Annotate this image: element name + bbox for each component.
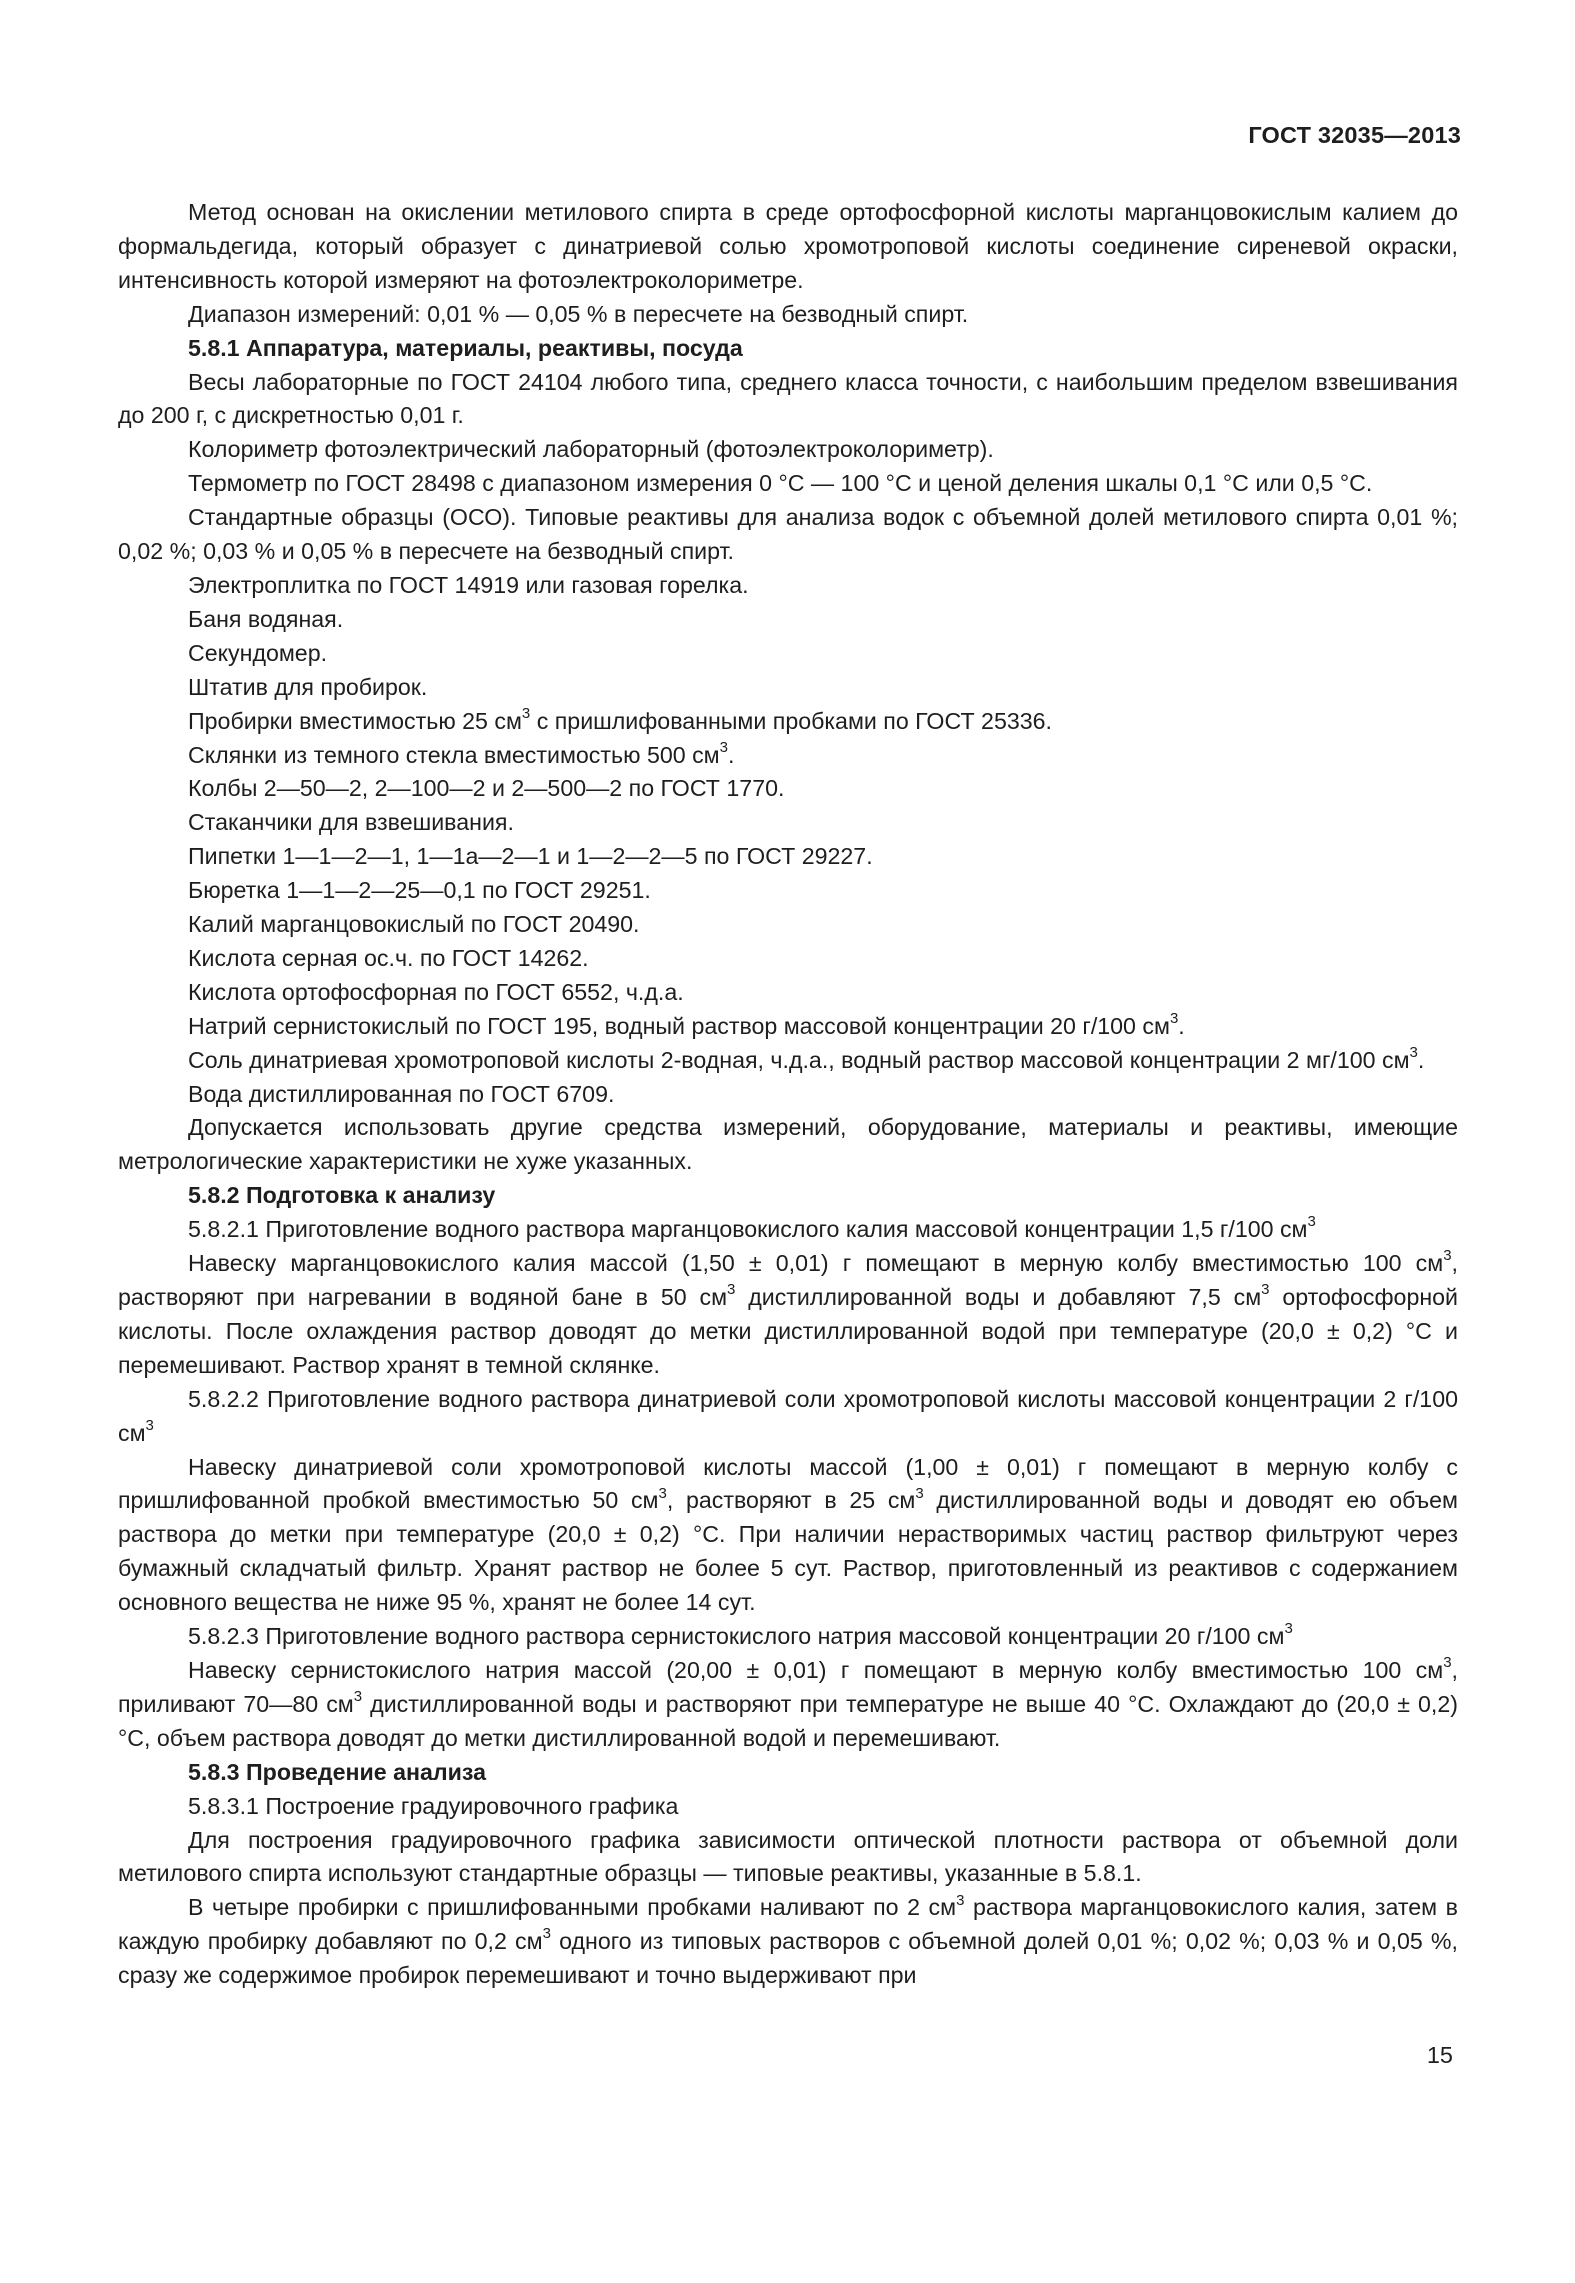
document-code-header: ГОСТ 32035—2013 [1248, 122, 1461, 148]
paragraph: Навеску динатриевой соли хромотроповой кислоты массой (1,00 ± 0,01) г помещают в мерную колбу с пришлифованной пробкой вместимостью 50 $см^3$, растворяют в 25 $см^3$ дистиллированной воды и доводят ею объем раствора до метки при температуре (20,0 ± 0,2) °С. При наличии нерастворимых частиц раствор фильтруют через бумажный складчатый фильтр. Хранят раствор не более 5 сут. Раствор, приготовленный из реактивов с содержанием основного вещества не ниже 95 %, хранят не более 14 сут. [118, 1453, 1459, 1616]
section-heading: 5.8.3 Проведение анализа [188, 1758, 486, 1785]
paragraph: Соль динатриевая хромотроповой кислоты 2-водная, ч.д.а., водный раствор массовой концентрации 2 мг/100 $см^3$. [188, 1043, 1425, 1073]
paragraph: 5.8.2.3 Приготовление водного раствора сернистокислого натрия массовой концентрации 20 г/100 $см^3$ [188, 1620, 1293, 1650]
paragraph: Для построения градуировочного графика зависимости оптической плотности раствора от объемной доли метилового спирта используют стандартные образцы — типовые реактивы, указанные в 5.8.1. [118, 1826, 1458, 1887]
paragraph: 5.8.3.1 Построение градуировочного графика [188, 1792, 679, 1819]
paragraph: Склянки из темного стекла вместимостью 500 $см^3$. [188, 738, 735, 768]
paragraph: Диапазон измерений: 0,01 % — 0,05 % в пересчете на безводный спирт. [188, 300, 969, 327]
paragraph: В четыре пробирки с пришлифованными пробками наливают по 2 $см^3$ раствора марганцовокислого калия, затем в каждую пробирку добавляют по 0,2 $см^3$ одного из типовых растворов с объемной долей 0,01 %; 0,02 %; 0,03 % и 0,05 %, сразу же содержимое пробирок перемешивают и точно выдерживают при [118, 1891, 1458, 1989]
paragraph: Стаканчики для взвешивания. [188, 809, 514, 836]
paragraph: Калий марганцовокислый по ГОСТ 20490. [188, 911, 640, 938]
paragraph: Штатив для пробирок. [188, 673, 428, 700]
paragraph: Навеску марганцовокислого калия массой (1,50 ± 0,01) г помещают в мерную колбу вместимостью 100 $см^3$, растворяют при нагревании в водяной бане в 50 $см^3$ дистиллированной воды и добавляют 7,5 $см^3$ ортофосфорной кислоты. После охлаждения раствор доводят до метки дистиллированной водой при температуре (20,0 ± 0,2) °С и перемешивают. Раствор хранят в темной склянке. [118, 1247, 1458, 1378]
paragraph: Баня водяная. [188, 605, 344, 632]
paragraph: Колориметр фотоэлектрический лабораторный (фотоэлектроколориметр). [188, 436, 994, 463]
paragraph: Кислота ортофосфорная по ГОСТ 6552, ч.д.а. [188, 978, 684, 1005]
paragraph: Бюретка 1—1—2—25—0,1 по ГОСТ 29251. [188, 877, 651, 904]
paragraph: Допускается использовать другие средства измерений, оборудование, материалы и реактивы, имеющие метрологические характеристики не хуже указанных. [118, 1114, 1458, 1175]
paragraph: Вода дистиллированная по ГОСТ 6709. [188, 1080, 615, 1107]
paragraph: Кислота серная ос.ч. по ГОСТ 14262. [188, 944, 589, 971]
page-number: 15 [1426, 2042, 1453, 2068]
paragraph: Пипетки 1—1—2—1, 1—1а—2—1 и 1—2—2—5 по ГОСТ 29227. [188, 843, 873, 870]
paragraph: 5.8.2.2 Приготовление водного раствора динатриевой соли хромотроповой кислоты массовой концентрации 2 г/100 $см^3$ [118, 1385, 1458, 1446]
section-heading: 5.8.2 Подготовка к анализу [188, 1182, 496, 1209]
document-body [118, 196, 1458, 1993]
paragraph: Термометр по ГОСТ 28498 с диапазоном измерения 0 °С — 100 °С и ценой деления шкалы 0,1 °С или 0,5 °С. [188, 470, 1373, 497]
paragraph: Пробирки вместимостью 25 $см^3$ с пришлифованными пробками по ГОСТ 25336. [188, 704, 1052, 734]
paragraph: Метод основан на окислении метилового спирта в среде ортофосфорной кислоты марганцовокислым калием до формальдегида, который образует с динатриевой солью хромотроповой кислоты соединение сиреневой окраски, интенсивность которой измеряют на фотоэлектроколориметре. [118, 199, 1458, 293]
section-heading: 5.8.1 Аппаратура, материалы, реактивы, посуда [188, 334, 743, 361]
paragraph: Электроплитка по ГОСТ 14919 или газовая горелка. [188, 571, 749, 598]
paragraph: Натрий сернистокислый по ГОСТ 195, водный раствор массовой концентрации 20 г/100 $см^3$. [188, 1010, 1185, 1039]
paragraph: Колбы 2—50—2, 2—100—2 и 2—500—2 по ГОСТ 1770. [188, 775, 785, 802]
paragraph: Стандартные образцы (ОСО). Типовые реактивы для анализа водок с объемной долей метилового спирта 0,01 %; 0,02 %; 0,03 % и 0,05 % в пересчете на безводный спирт. [118, 504, 1458, 565]
paragraph: Секундомер. [188, 639, 328, 666]
paragraph: Навеску сернистокислого натрия массой (20,00 ± 0,01) г помещают в мерную колбу вместимостью 100 $см^3$, приливают 70—80 $см^3$ дистиллированной воды и растворяют при температуре не выше 40 °С. Охлаждают до (20,0 ± 0,2) °С, объем раствора доводят до метки дистиллированной водой и перемешивают. [118, 1654, 1458, 1751]
paragraph: Весы лабораторные по ГОСТ 24104 любого типа, среднего класса точности, с наибольшим пределом взвешивания до 200 г, с дискретностью 0,01 г. [118, 368, 1458, 429]
paragraph: 5.8.2.1 Приготовление водного раствора марганцовокислого калия массовой концентрации 1,5 г/100 $см^3$ [188, 1213, 1316, 1243]
